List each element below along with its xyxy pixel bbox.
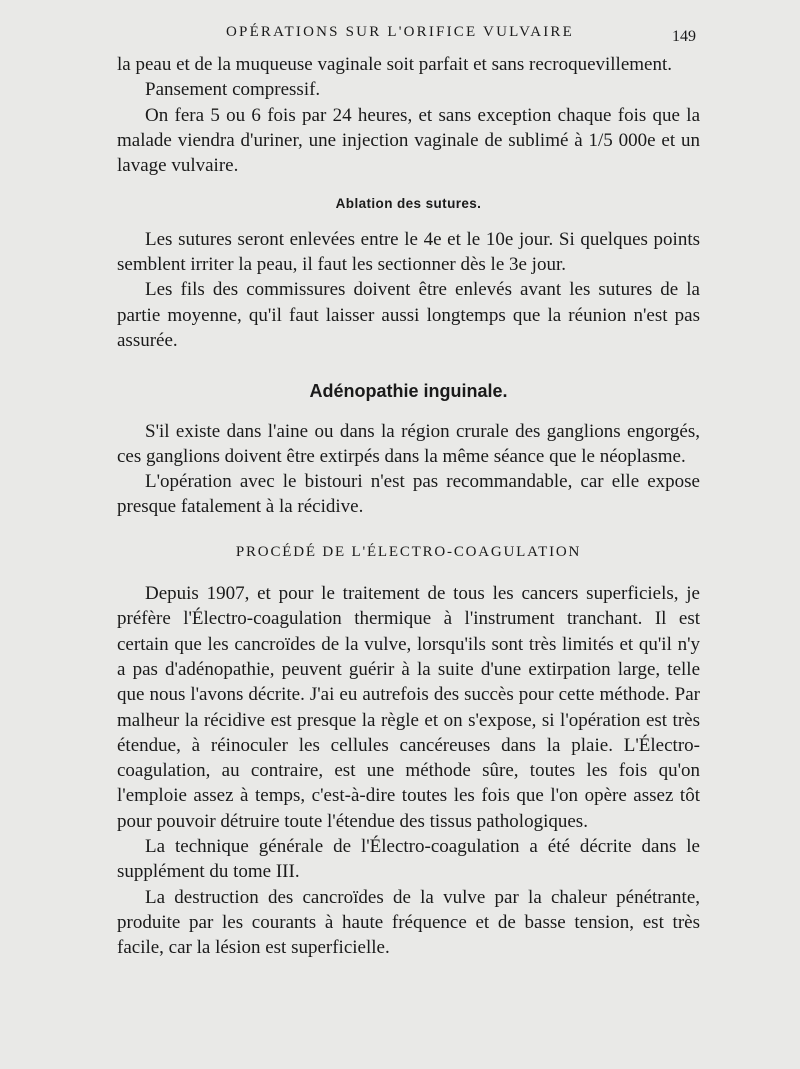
paragraph: La technique générale de l'Électro-coagulation a été décrite dans le supplément du tome III. <box>117 836 700 883</box>
paragraph: On fera 5 ou 6 fois par 24 heures, et sans exception chaque fois que la malade viendra d'uriner, une injection vaginale de sublimé à 1/5 000e et un lavage vulvaire. <box>117 104 700 177</box>
subheading-sutures: Ablation des sutures. <box>335 196 482 212</box>
procedure-heading: PROCÉDÉ DE L'ÉLECTRO-COAGULATION <box>235 543 582 560</box>
running-title: OPÉRATIONS SUR L'ORIFICE VULVAIRE <box>226 24 574 40</box>
paragraph: L'opération avec le bistouri n'est pas recommandable, car elle expose presque fatalement à la récidive. <box>117 471 700 518</box>
paragraph: Depuis 1907, et pour le traitement de tous les cancers superficiels, je préfère l'Électro-coagulation thermique à l'instrument tranchant. Il est certain que les cancroïdes de la vulve, lorsqu'ils sont très limités et qu'il n'y a pas d'adénopathie, peuvent guérir à la suite d'une extirpation large, telle que nous l'avons décrite. J'ai eu autrefois des succès pour cette méthode. Par malheur la récidive est presque la règle et on s'expose, si l'opération est très étendue, à réinoculer les cellules cancéreuses dans la plaie. L'Électro-coagulation, au contraire, est une méthode sûre, toutes les fois qu'on l'emploie assez à temps, c'est-à-dire toutes les fois que l'on opère assez tôt pour pouvoir détruire toute l'étendue des tissus pathologiques. <box>117 583 700 832</box>
paragraph: Les sutures seront enlevées entre le 4e et le 10e jour. Si quelques points semblent irriter la peau, il faut les sectionner dès le 3e jour. <box>117 228 700 276</box>
body-text <box>117 52 700 961</box>
paragraph: Les fils des commissures doivent être enlevés avant les sutures de la partie moyenne, qu'il faut laisser aussi longtemps que la réunion n'est pas assurée. <box>117 279 700 351</box>
page-number: 149 <box>672 28 696 45</box>
paragraph: la peau et de la muqueuse vaginale soit parfait et sans recroquevillement. <box>117 54 673 75</box>
paragraph: La destruction des cancroïdes de la vulve par la chaleur pénétrante, produite par les courants à haute fréquence et de basse tension, est très facile, car la lésion est superficielle. <box>117 886 700 959</box>
running-header <box>0 22 800 46</box>
paragraph: Pansement compressif. <box>145 79 321 101</box>
section-title: Adénopathie inguinale. <box>309 381 508 402</box>
paragraph: S'il existe dans l'aine ou dans la région crurale des ganglions engorgés, ces ganglions doivent être extirpés dans la même séance que le néoplasme. <box>117 420 700 467</box>
